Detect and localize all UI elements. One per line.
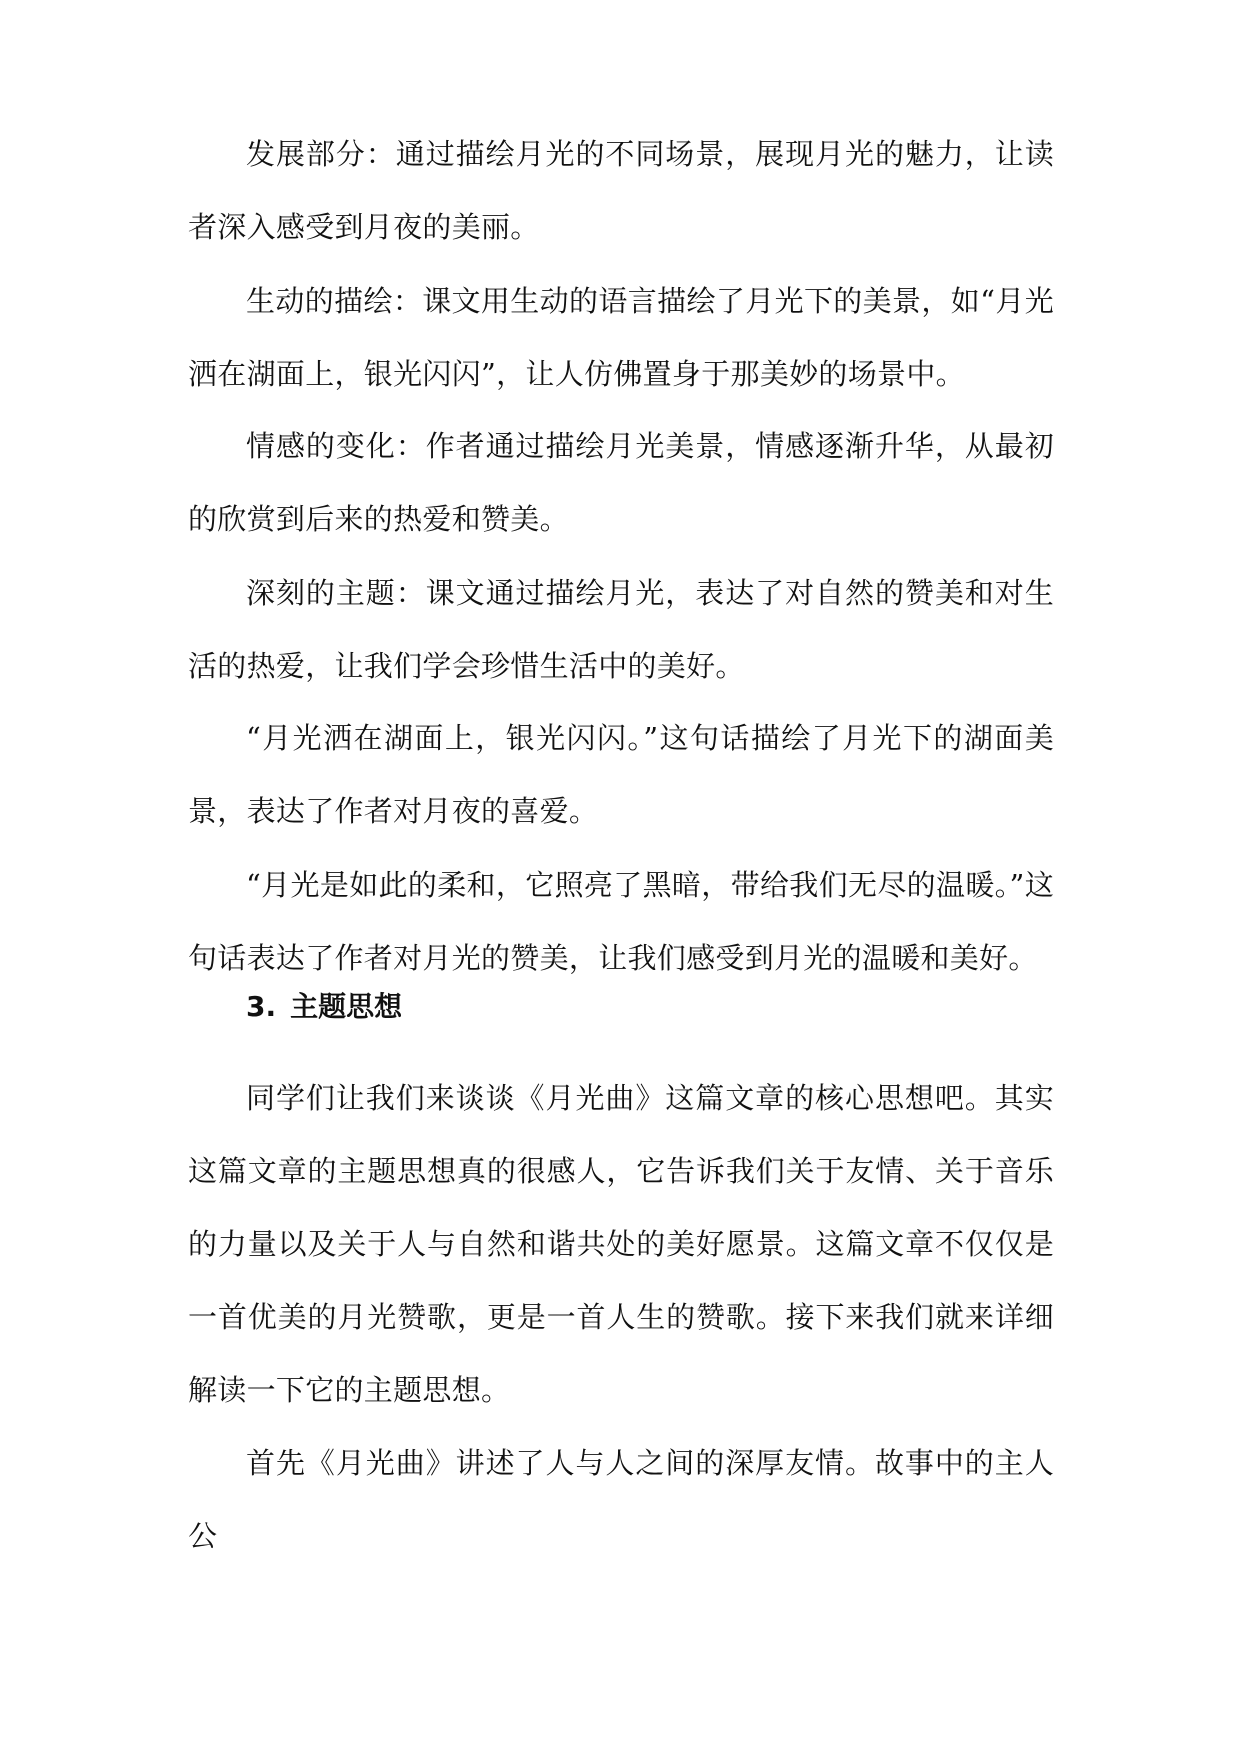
section-number: 3.: [246, 990, 277, 1023]
paragraph-friendship: 首先《月光曲》讲述了人与人之间的深厚友情。故事中的主人公: [188, 1446, 1054, 1553]
paragraph-emotional-change: 情感的变化：作者通过描绘月光美景，情感逐渐升华，从最初的欣赏到后来的热爱和赞美。: [188, 429, 1054, 536]
paragraph-profound-theme: 深刻的主题：课文通过描绘月光，表达了对自然的赞美和对生活的热爱，让我们学会珍惜生活中的美好。: [188, 576, 1054, 683]
paragraph-theme-intro: 同学们让我们来谈谈《月光曲》这篇文章的核心思想吧。其实这篇文章的主题思想真的很感人，它告诉我们关于友情、关于音乐的力量以及关于人与自然和谐共处的美好愿景。这篇文章不仅仅是一首优美的月光赞歌，更是一首人生的赞歌。接下来我们就来详细解读一下它的主题思想。: [188, 1081, 1054, 1407]
section-heading: [246, 987, 402, 1027]
paragraph-vivid-description: 生动的描绘：课文用生动的语言描绘了月光下的美景，如“月光洒在湖面上，银光闪闪”，让人仿佛置身于那美妙的场景中。: [188, 284, 1054, 391]
paragraph-quote-gentle: “月光是如此的柔和，它照亮了黑暗，带给我们无尽的温暖。”这句话表达了作者对月光的赞美，让我们感受到月光的温暖和美好。: [188, 868, 1054, 975]
section-title: 主题思想: [290, 990, 403, 1023]
paragraph-development: 发展部分：通过描绘月光的不同场景，展现月光的魅力，让读者深入感受到月夜的美丽。: [188, 137, 1054, 244]
paragraph-quote-lake: “月光洒在湖面上，银光闪闪。”这句话描绘了月光下的湖面美景，表达了作者对月夜的喜爱。: [188, 721, 1054, 828]
